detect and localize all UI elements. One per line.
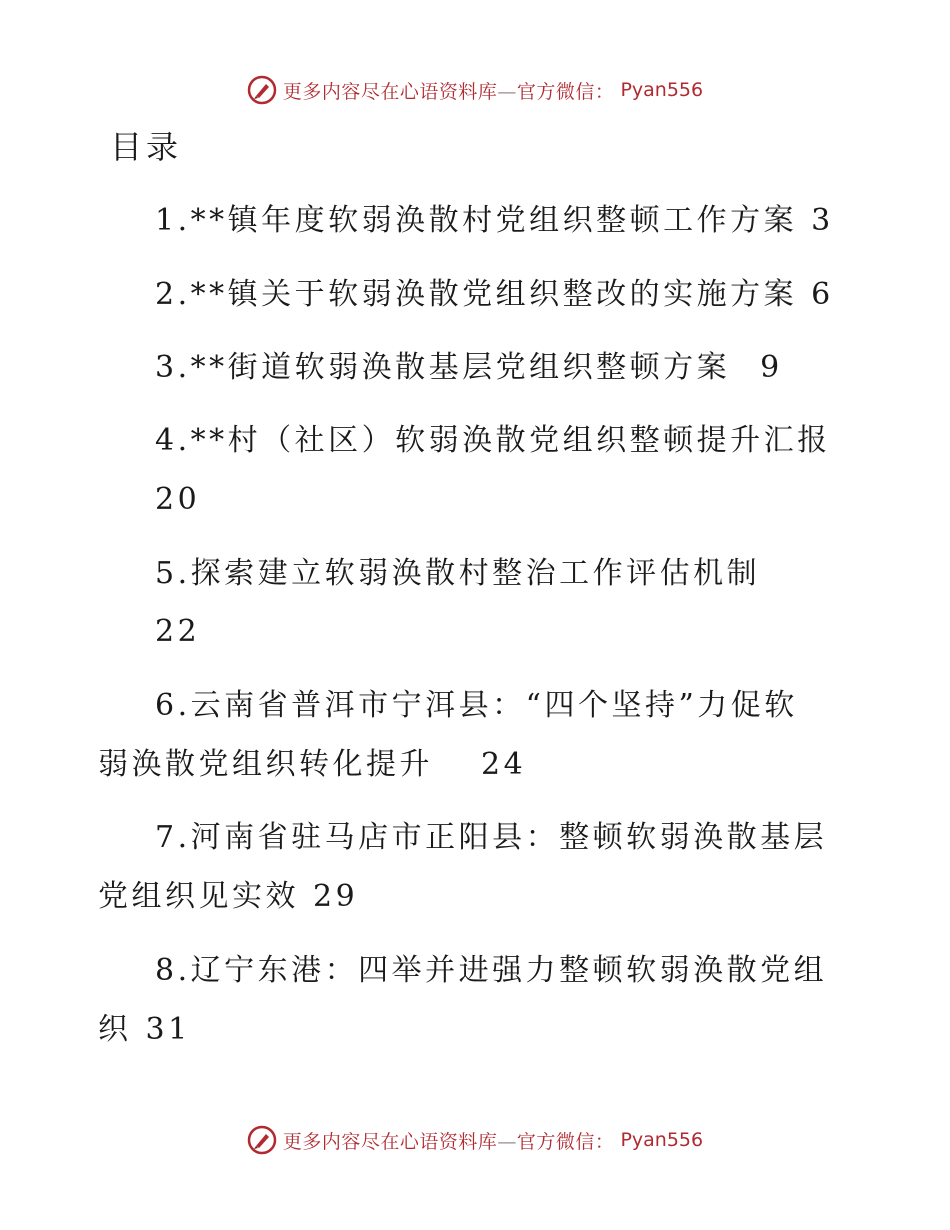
watermark-wechat-id: Pyan556 bbox=[620, 1129, 704, 1151]
footer-watermark bbox=[0, 1120, 950, 1160]
pen-nib-logo-icon bbox=[247, 1125, 277, 1155]
toc-entry-7-cont: 党组织见实效 29 bbox=[98, 879, 359, 914]
header-watermark bbox=[0, 70, 950, 110]
toc-page-number: 3 bbox=[811, 203, 834, 238]
toc-entry-8: 8.辽宁东港：四举并进强力整顿软弱涣散党组 bbox=[155, 953, 828, 988]
toc-page-number: 22 bbox=[155, 614, 201, 649]
watermark-text: 更多内容尽在心语资料库—官方微信： bbox=[282, 80, 615, 103]
watermark-text: 更多内容尽在心语资料库—官方微信： bbox=[282, 1130, 615, 1153]
toc-entry-6-cont: 弱涣散党组织转化提升 24 bbox=[98, 747, 527, 782]
toc-title: 目录 bbox=[110, 128, 183, 166]
toc-page-number: 31 bbox=[145, 1012, 191, 1047]
toc-page-number: 24 bbox=[481, 747, 527, 782]
toc-page-number: 9 bbox=[760, 350, 783, 385]
toc-entry-5: 5.探索建立软弱涣散村整治工作评估机制 bbox=[155, 556, 761, 591]
toc-entry-4: 4.**村（社区）软弱涣散党组织整顿提升汇报 bbox=[155, 423, 831, 458]
toc-entry-8-cont: 织 31 bbox=[98, 1012, 191, 1047]
toc-page-number: 29 bbox=[313, 879, 359, 914]
toc-entry-2: 2.**镇关于软弱涣散党组织整改的实施方案 6 bbox=[155, 277, 834, 312]
toc-entry-1: 1.**镇年度软弱涣散村党组织整顿工作方案 3 bbox=[155, 203, 834, 238]
toc-entry-3: 3.**街道软弱涣散基层党组织整顿方案 9 bbox=[155, 350, 783, 385]
pen-nib-logo-icon bbox=[247, 75, 277, 105]
toc-entry-7: 7.河南省驻马店市正阳县：整顿软弱涣散基层 bbox=[155, 820, 828, 855]
toc-page-number: 6 bbox=[811, 277, 834, 312]
watermark-wechat-id: Pyan556 bbox=[620, 79, 704, 101]
toc-entry-6: 6.云南省普洱市宁洱县：“四个坚持”力促软 bbox=[155, 688, 798, 723]
toc-page-number: 20 bbox=[155, 482, 201, 517]
